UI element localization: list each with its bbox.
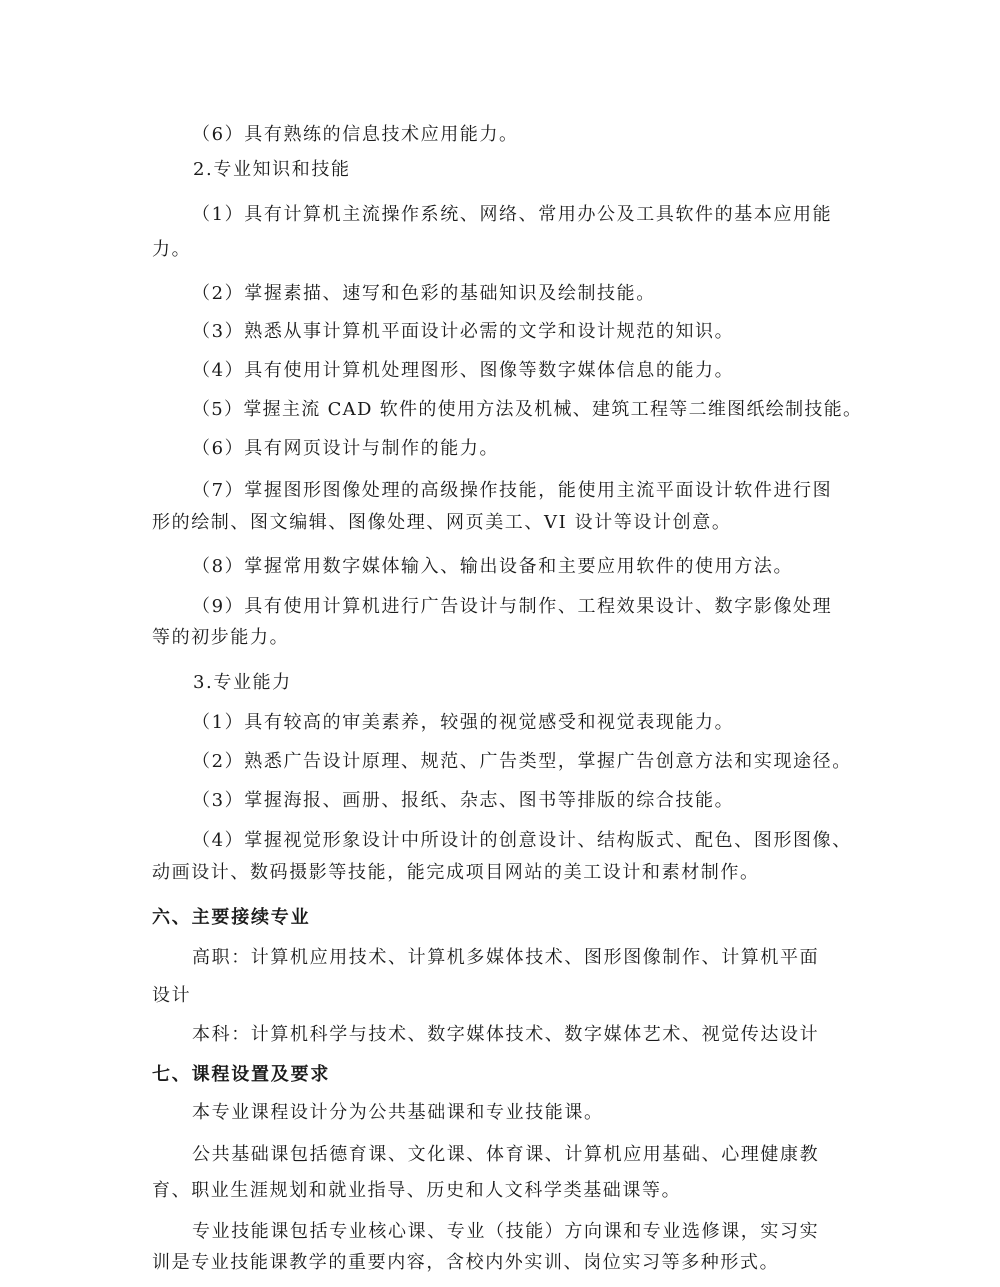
list-item: （1）具有较高的审美素养，较强的视觉感受和视觉表现能力。 bbox=[192, 712, 735, 733]
list-item-continuation: 力。 bbox=[152, 239, 192, 260]
chapter-heading: 六、主要接续专业 bbox=[152, 907, 311, 928]
section-heading: 3.专业能力 bbox=[193, 672, 292, 693]
paragraph: 高职：计算机应用技术、计算机多媒体技术、图形图像制作、计算机平面 bbox=[192, 947, 820, 968]
paragraph-continuation: 设计 bbox=[152, 985, 192, 1006]
paragraph: 本科：计算机科学与技术、数字媒体技术、数字媒体艺术、视觉传达设计 bbox=[192, 1024, 820, 1045]
section-heading: 2.专业知识和技能 bbox=[193, 159, 351, 180]
list-item: （2）掌握素描、速写和色彩的基础知识及绘制技能。 bbox=[192, 283, 656, 304]
list-item: （3）掌握海报、画册、报纸、杂志、图书等排版的综合技能。 bbox=[192, 790, 735, 811]
paragraph-continuation: 训是专业技能课教学的重要内容，含校内外实训、岗位实习等多种形式。 bbox=[152, 1252, 780, 1273]
list-item: （7）掌握图形图像处理的高级操作技能，能使用主流平面设计软件进行图 bbox=[192, 480, 833, 501]
list-item: （3）熟悉从事计算机平面设计必需的文学和设计规范的知识。 bbox=[192, 321, 735, 342]
paragraph: 公共基础课包括德育课、文化课、体育课、计算机应用基础、心理健康教 bbox=[192, 1144, 820, 1165]
list-item-continuation: 形的绘制、图文编辑、图像处理、网页美工、VI 设计等设计创意。 bbox=[152, 512, 732, 533]
paragraph: 专业技能课包括专业核心课、专业（技能）方向课和专业选修课，实习实 bbox=[192, 1221, 820, 1242]
list-item-continuation: 等的初步能力。 bbox=[152, 627, 290, 648]
list-item: （6）具有网页设计与制作的能力。 bbox=[192, 438, 500, 459]
list-item: （1）具有计算机主流操作系统、网络、常用办公及工具软件的基本应用能 bbox=[192, 204, 833, 225]
paragraph-continuation: 育、职业生涯规划和就业指导、历史和人文科学类基础课等。 bbox=[152, 1180, 682, 1201]
list-item: （6）具有熟练的信息技术应用能力。 bbox=[192, 124, 519, 145]
list-item: （5）掌握主流 CAD 软件的使用方法及机械、建筑工程等二维图纸绘制技能。 bbox=[192, 399, 863, 420]
list-item: （8）掌握常用数字媒体输入、输出设备和主要应用软件的使用方法。 bbox=[192, 556, 794, 577]
chapter-heading: 七、课程设置及要求 bbox=[152, 1064, 331, 1085]
list-item: （4）掌握视觉形象设计中所设计的创意设计、结构版式、配色、图形图像、 bbox=[192, 830, 852, 851]
paragraph: 本专业课程设计分为公共基础课和专业技能课。 bbox=[192, 1102, 604, 1123]
list-item: （2）熟悉广告设计原理、规范、广告类型，掌握广告创意方法和实现途径。 bbox=[192, 751, 852, 772]
list-item-continuation: 动画设计、数码摄影等技能，能完成项目网站的美工设计和素材制作。 bbox=[152, 862, 760, 883]
list-item: （4）具有使用计算机处理图形、图像等数字媒体信息的能力。 bbox=[192, 360, 735, 381]
list-item: （9）具有使用计算机进行广告设计与制作、工程效果设计、数字影像处理 bbox=[192, 596, 833, 617]
